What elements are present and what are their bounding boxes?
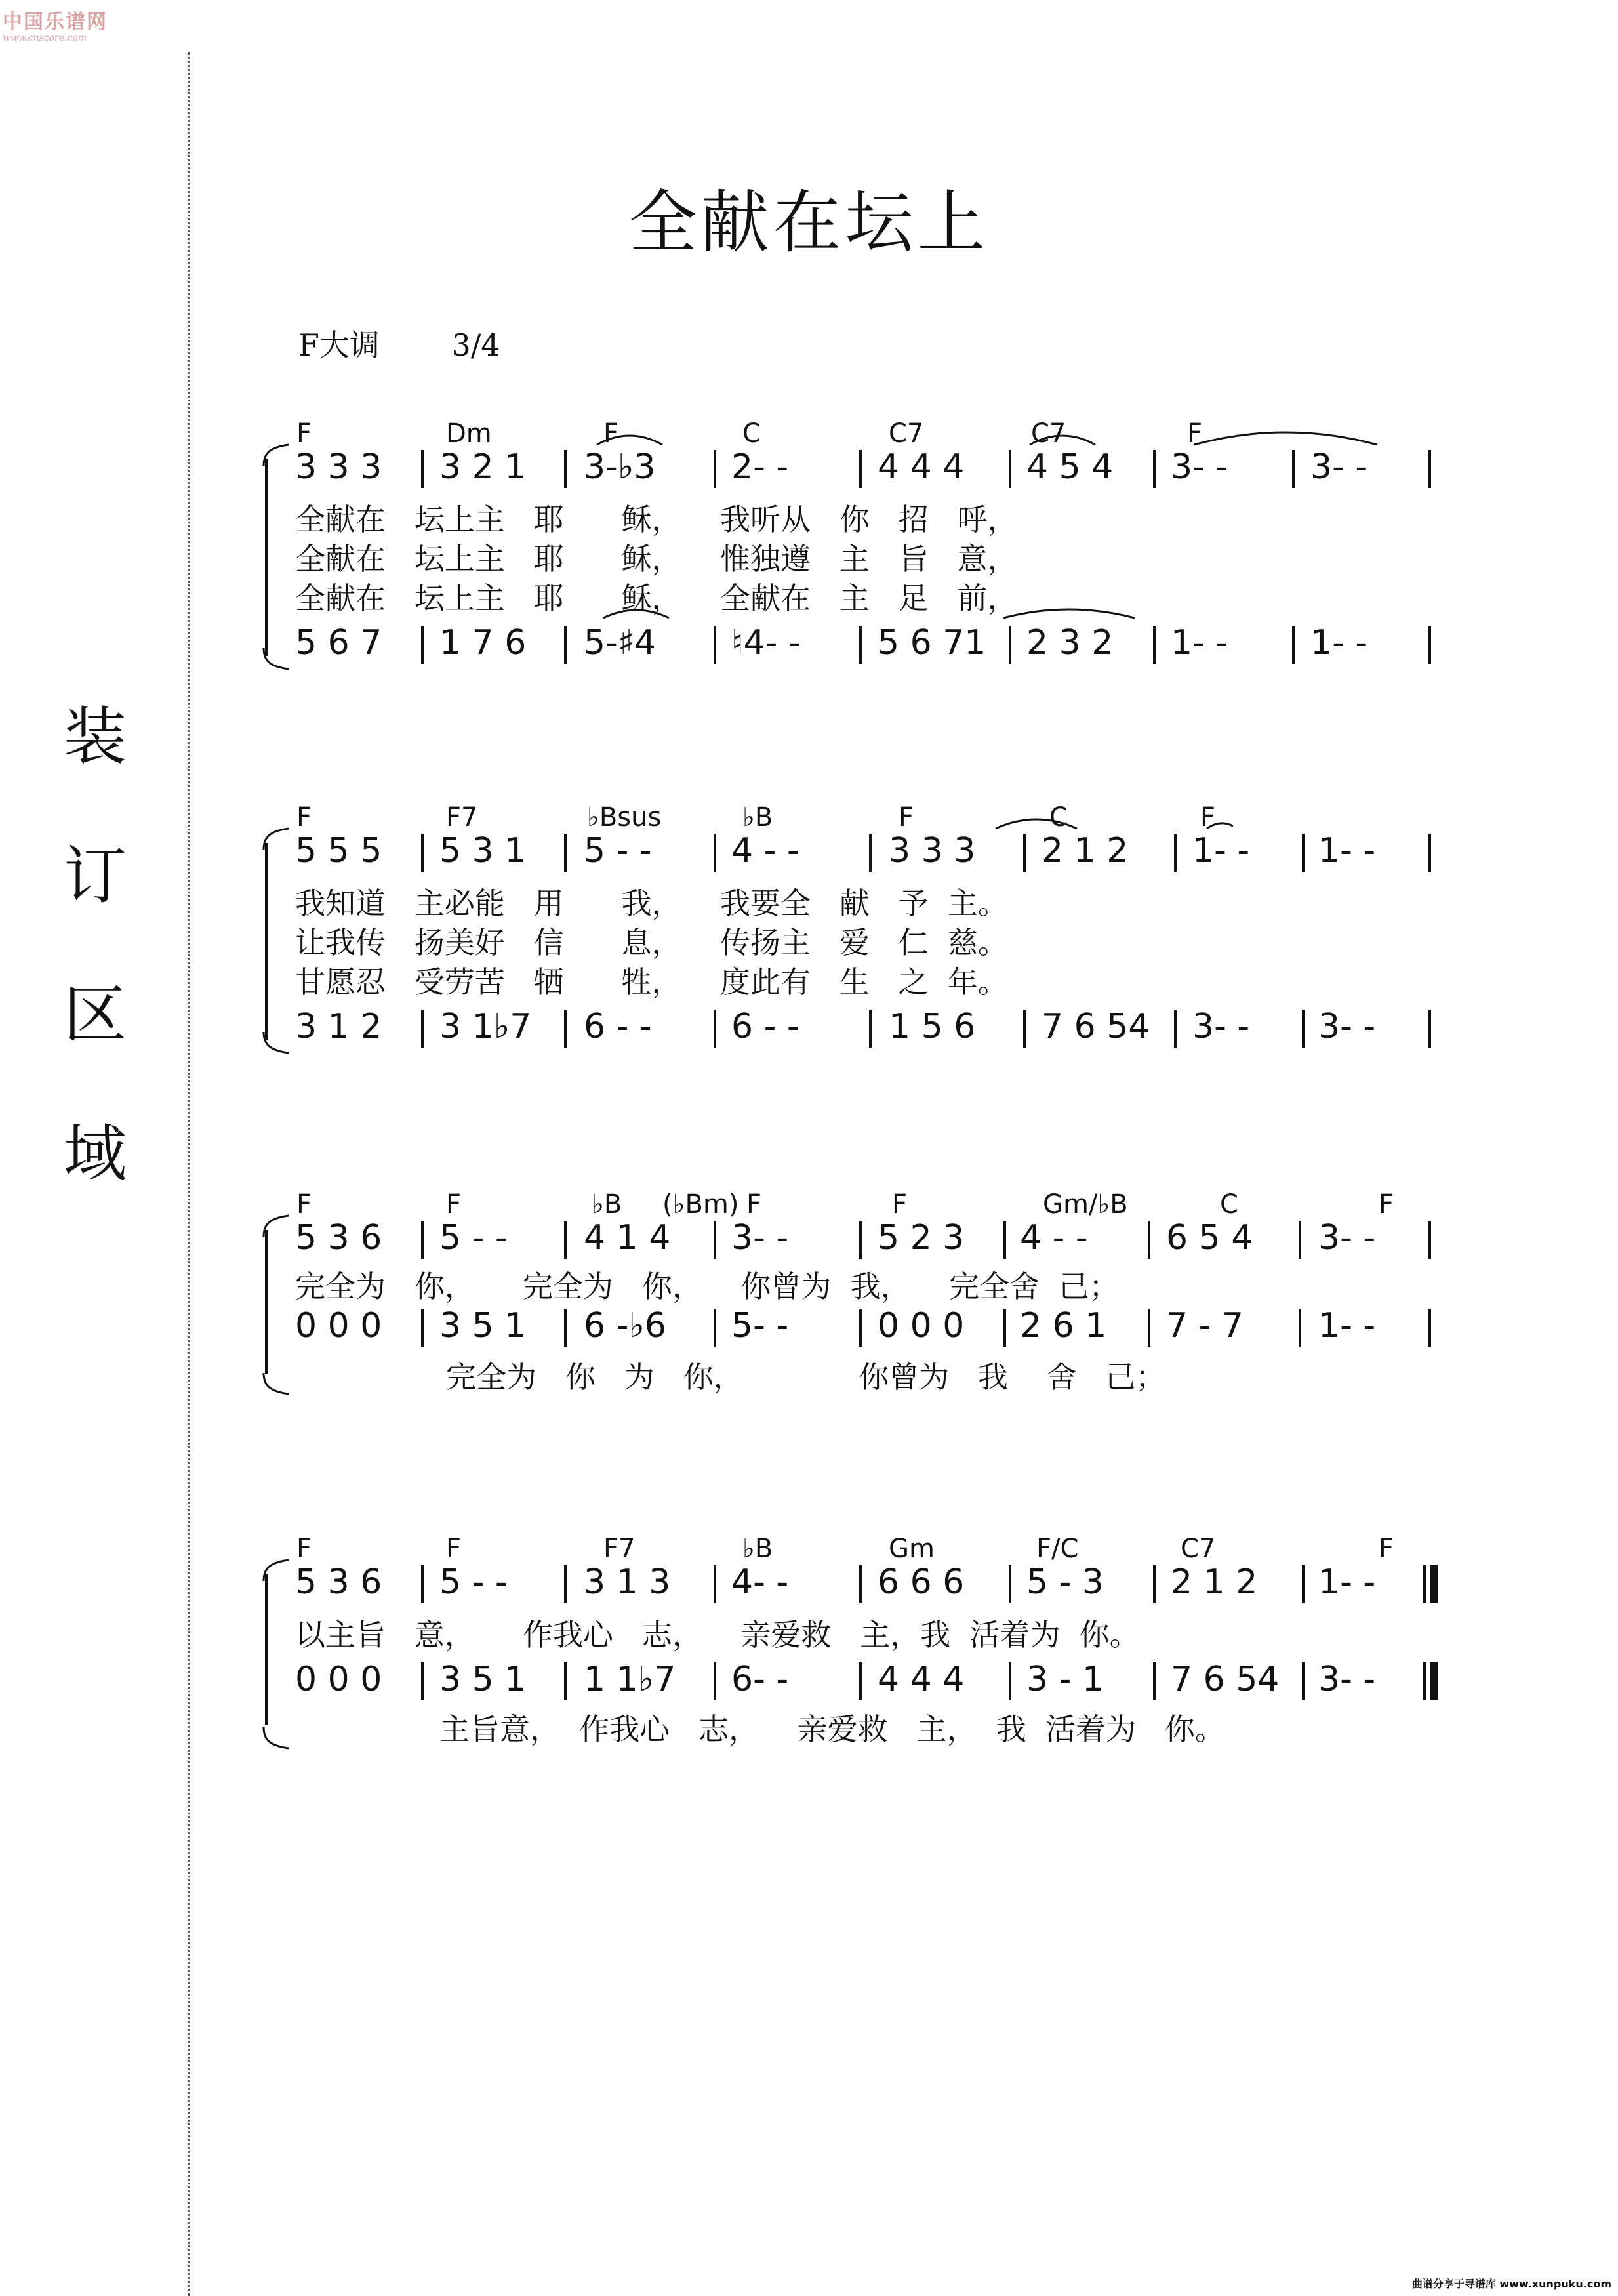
barline	[859, 1309, 862, 1347]
chord-symbol: F	[296, 1534, 312, 1564]
measure: 5 6 71	[878, 623, 986, 663]
lyric-upper: 以主旨 意， 作我心 志， 亲爱救 主，我 活着为 你。	[295, 1617, 1140, 1652]
measure: 5- -	[731, 1306, 789, 1345]
measure: 0 0 0	[295, 1306, 382, 1345]
chord-symbol: F/C	[1036, 1534, 1079, 1564]
watermark-url: www.cnscore.com	[3, 33, 87, 43]
barline	[714, 834, 716, 872]
barline	[1292, 450, 1295, 488]
chord-symbol: F	[746, 1189, 762, 1220]
harmony-line	[295, 623, 1443, 663]
measure: 1- -	[1310, 623, 1368, 663]
measure: 1- -	[1171, 623, 1228, 663]
measure: 3 3 3	[295, 447, 382, 487]
measure: 3- -	[1171, 447, 1228, 487]
chord-symbol: F7	[446, 802, 478, 832]
barline	[1302, 1662, 1305, 1700]
harmony-line	[295, 1660, 1443, 1699]
barline	[859, 1662, 862, 1700]
measure: 6 - -	[584, 1007, 652, 1046]
measure: 3- -	[731, 1218, 789, 1258]
barline	[714, 1662, 716, 1700]
chord-symbol: F	[892, 1189, 908, 1220]
barline	[1174, 1010, 1177, 1048]
barline	[1428, 1309, 1431, 1347]
measure: 5 5 5	[295, 831, 382, 871]
barline	[1003, 1309, 1006, 1347]
barline	[421, 1221, 424, 1259]
measure: 4 4 4	[878, 447, 965, 487]
lyric-verse-1: 我知道 主必能 用 我， 我要全 献 予 主。	[295, 886, 1008, 921]
barline	[859, 1221, 862, 1259]
chord-symbol: Gm	[889, 1534, 935, 1564]
chord-symbol: F	[1200, 802, 1216, 832]
measure: 1 1♭7	[584, 1660, 676, 1699]
melody-line	[295, 1218, 1443, 1258]
measure: 4 - -	[1020, 1218, 1088, 1258]
measure: 2 1 2	[1042, 831, 1129, 871]
binding-dotted-line	[188, 52, 190, 2296]
barline	[564, 1221, 567, 1259]
lyric-lower: 完全为 你 为 你， 你曾为 我 舍 己；	[446, 1359, 1166, 1395]
measure: 2 1 2	[1171, 1563, 1258, 1602]
barline	[564, 626, 567, 664]
chord-symbol: F	[1379, 1189, 1394, 1220]
barline	[1009, 1662, 1011, 1700]
barline	[421, 834, 424, 872]
chord-symbol: C7	[1031, 419, 1066, 449]
measure: 5 2 3	[878, 1218, 965, 1258]
system-brace	[249, 1522, 295, 1771]
barline	[564, 1565, 567, 1603]
key-signature: F大调	[298, 327, 380, 363]
melody-line	[295, 1563, 1443, 1602]
measure: 1 5 6	[889, 1007, 976, 1046]
measure: 6 6 6	[878, 1563, 965, 1602]
harmony-line	[295, 1306, 1443, 1345]
measure: 7 6 54	[1171, 1660, 1280, 1699]
melody-line	[295, 831, 1443, 871]
chord-symbol: C	[1220, 1189, 1238, 1220]
barline	[1428, 450, 1431, 488]
measure: 5 3 1	[439, 831, 527, 871]
barline	[564, 450, 567, 488]
binding-char: 装	[64, 700, 127, 773]
measure: 6 5 4	[1166, 1218, 1253, 1258]
barline	[1302, 1565, 1305, 1603]
chord-symbol: F7	[603, 1534, 636, 1564]
chord-symbol: F	[1187, 419, 1203, 449]
barline	[1003, 1221, 1006, 1259]
barline	[1302, 834, 1305, 872]
measure: 6- -	[731, 1660, 789, 1699]
barline	[714, 626, 716, 664]
lyric-lower: 主旨意， 作我心 志， 亲爱救 主， 我 活着为 你。	[439, 1712, 1225, 1747]
measure: 3 2 1	[439, 447, 527, 487]
measure: 1- -	[1318, 1306, 1376, 1345]
measure: 5 3 6	[295, 1563, 382, 1602]
final-barline	[1423, 1565, 1438, 1603]
melody-line	[295, 447, 1443, 487]
barline	[859, 1565, 862, 1603]
watermark	[3, 5, 108, 43]
measure: 4 - -	[731, 831, 799, 871]
measure: 5 - -	[439, 1563, 508, 1602]
barline	[714, 1010, 716, 1048]
measure: 3 - 1	[1026, 1660, 1104, 1699]
chord-symbol: ♭Bsus	[587, 802, 662, 832]
barline	[1153, 626, 1156, 664]
lyric-verse-3: 甘愿忍 受劳苦 牺 牲， 度此有 生 之 年。	[295, 964, 1008, 1000]
chord-symbol: Dm	[446, 419, 492, 449]
system-brace	[249, 407, 295, 695]
barline	[1428, 626, 1431, 664]
key-and-time	[298, 321, 563, 365]
measure: 7 - 7	[1166, 1306, 1244, 1345]
measure: 6 - -	[731, 1007, 799, 1046]
lyric-verse-2: 全献在 坛上主 耶 稣， 惟独遵 主 旨 意，	[295, 541, 1018, 577]
chord-symbol: F	[1379, 1534, 1394, 1564]
score-system-4	[249, 1522, 1443, 1771]
barline	[421, 1565, 424, 1603]
measure: 3- -	[1310, 447, 1368, 487]
chord-symbol: F	[446, 1189, 462, 1220]
chord-symbol: ♭B	[592, 1189, 622, 1220]
measure: 3 3 3	[889, 831, 976, 871]
measure: 5 6 7	[295, 623, 382, 663]
measure: 5 3 6	[295, 1218, 382, 1258]
measure: 4 1 4	[584, 1218, 671, 1258]
binding-char: 订	[64, 839, 127, 912]
score-system-3	[249, 1178, 1443, 1414]
chord-row	[295, 1534, 1443, 1567]
measure: 0 0 0	[295, 1660, 382, 1699]
barline	[869, 1010, 872, 1048]
barline	[1153, 1565, 1156, 1603]
system-brace	[249, 1178, 295, 1414]
barline	[869, 834, 872, 872]
measure: 5 - -	[439, 1218, 508, 1258]
chord-symbol: C7	[889, 419, 924, 449]
barline	[859, 626, 862, 664]
chord-symbol: F	[296, 419, 312, 449]
barline	[1153, 1662, 1156, 1700]
chord-row	[295, 419, 1443, 451]
barline	[1023, 1010, 1026, 1048]
chord-symbol: C	[742, 419, 761, 449]
barline	[1023, 834, 1026, 872]
footer-credit: 曲谱分享于寻谱库 www.xunpuku.com	[1411, 2278, 1611, 2290]
barline	[1148, 1309, 1150, 1347]
barline	[1302, 1010, 1305, 1048]
measure: 1- -	[1192, 831, 1250, 871]
barline	[1009, 450, 1011, 488]
chord-row	[295, 802, 1443, 835]
measure: 5-♯4	[584, 623, 657, 663]
barline	[1153, 450, 1156, 488]
measure: 2- -	[731, 447, 789, 487]
chord-symbol: ♭B	[742, 802, 773, 832]
time-signature: 3/4	[451, 327, 500, 363]
chord-row	[295, 1189, 1443, 1222]
barline	[1428, 834, 1431, 872]
measure: 6 -♭6	[584, 1306, 666, 1345]
measure: 4- -	[731, 1563, 789, 1602]
measure: 3- -	[1318, 1660, 1376, 1699]
measure: 2 3 2	[1026, 623, 1114, 663]
measure: 4 4 4	[878, 1660, 965, 1699]
lyric-verse-2: 让我传 扬美好 信 息， 传扬主 爱 仁 慈。	[295, 925, 1008, 960]
measure: ♮4- -	[731, 623, 801, 663]
chord-symbol: C7	[1181, 1534, 1216, 1564]
watermark-site: 中国乐谱网	[3, 10, 108, 33]
measure: 1 7 6	[439, 623, 527, 663]
measure: 7 6 54	[1042, 1007, 1150, 1046]
barline	[859, 450, 862, 488]
harmony-line	[295, 1007, 1443, 1046]
chord-symbol: F	[446, 1534, 462, 1564]
barline	[421, 450, 424, 488]
chord-symbol: F	[899, 802, 914, 832]
measure: 3 5 1	[439, 1660, 527, 1699]
barline	[1174, 834, 1177, 872]
chord-symbol: ♭B	[742, 1534, 773, 1564]
measure: 3- -	[1318, 1007, 1376, 1046]
lyric-upper: 完全为 你， 完全为 你， 你曾为 我， 完全舍 己；	[295, 1269, 1120, 1304]
barline	[421, 1010, 424, 1048]
barline	[1009, 1565, 1011, 1603]
measure: 1- -	[1318, 1563, 1376, 1602]
barline	[564, 1309, 567, 1347]
measure: 5 - 3	[1026, 1563, 1104, 1602]
barline	[1428, 1010, 1431, 1048]
chord-symbol: F	[296, 1189, 312, 1220]
lyric-verse-1: 全献在 坛上主 耶 稣， 我听从 你 招 呼，	[295, 502, 1018, 537]
barline	[421, 626, 424, 664]
measure: 3-♭3	[584, 447, 656, 487]
chord-symbol: F	[603, 419, 619, 449]
measure: 1- -	[1318, 831, 1376, 871]
chord-symbol: (♭Bm)	[662, 1189, 739, 1220]
barline	[714, 1565, 716, 1603]
barline	[714, 450, 716, 488]
score-system-2	[249, 790, 1443, 1079]
measure: 4 5 4	[1026, 447, 1114, 487]
score-system-1	[249, 407, 1443, 695]
barline	[1299, 1309, 1301, 1347]
final-barline	[1423, 1662, 1438, 1700]
barline	[421, 1309, 424, 1347]
measure: 3 1♭7	[439, 1007, 532, 1046]
barline	[564, 1010, 567, 1048]
page-title: 全献在坛上	[628, 182, 990, 262]
system-brace	[249, 790, 295, 1079]
measure: 3- -	[1318, 1218, 1376, 1258]
measure: 5 - -	[584, 831, 652, 871]
measure: 3 5 1	[439, 1306, 527, 1345]
barline	[564, 1662, 567, 1700]
barline	[1009, 626, 1011, 664]
chord-symbol: C	[1049, 802, 1068, 832]
barline	[1299, 1221, 1301, 1259]
barline	[564, 834, 567, 872]
measure: 2 6 1	[1020, 1306, 1107, 1345]
chord-symbol: Gm/♭B	[1043, 1189, 1128, 1220]
lyric-verse-3: 全献在 坛上主 耶 稣， 全献在 主 足 前，	[295, 581, 1018, 616]
binding-char: 区	[64, 978, 127, 1052]
barline	[1292, 626, 1295, 664]
barline	[1428, 1221, 1431, 1259]
binding-area-label	[59, 702, 131, 1258]
barline	[714, 1309, 716, 1347]
measure: 0 0 0	[878, 1306, 965, 1345]
measure: 3- -	[1192, 1007, 1250, 1046]
measure: 3 1 3	[584, 1563, 671, 1602]
binding-char: 域	[64, 1117, 127, 1191]
barline	[1148, 1221, 1150, 1259]
chord-symbol: F	[296, 802, 312, 832]
barline	[714, 1221, 716, 1259]
barline	[421, 1662, 424, 1700]
measure: 3 1 2	[295, 1007, 382, 1046]
